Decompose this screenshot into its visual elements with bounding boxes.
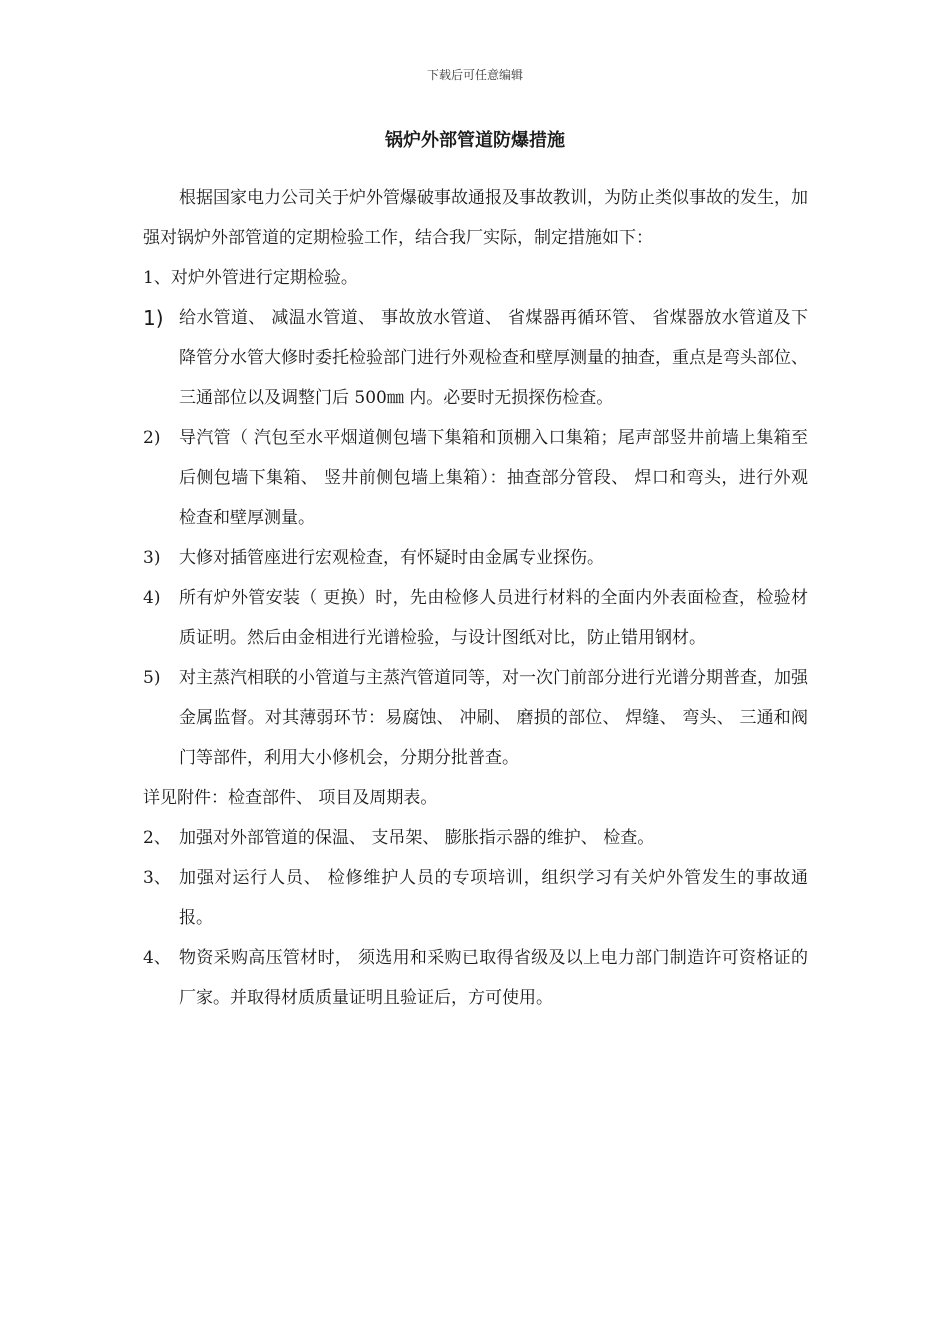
list-item-3 xyxy=(143,538,808,578)
list-item-number: 5) xyxy=(143,668,161,688)
list-item-4 xyxy=(143,578,808,658)
document-body xyxy=(143,178,808,1018)
list-item-number: 3) xyxy=(143,548,161,568)
list-item-text: 导汽管（ 汽包至水平烟道侧包墙下集箱和顶棚入口集箱；尾声部竖井前墙上集箱至后侧包墙下集箱、 竖井前侧包墙上集箱）：抽查部分管段、 焊口和弯头，进行外观检查和壁厚测量。 xyxy=(179,428,808,528)
list-item-text: 对主蒸汽相联的小管道与主蒸汽管道同等，对一次门前部分进行光谱分期普查，加强金属监督。对其薄弱环节：易腐蚀、 冲刷、 磨损的部位、 焊缝、 弯头、 三通和阀门等部件，利用大小修机会，分期分批普查。 xyxy=(179,668,808,768)
list-item-number: 4) xyxy=(143,588,161,608)
section-text: 加强对外部管道的保温、 支吊架、 膨胀指示器的维护、 检查。 xyxy=(179,828,655,848)
list-item-text: 大修对插管座进行宏观检查，有怀疑时由金属专业探伤。 xyxy=(179,548,604,568)
section-3 xyxy=(143,858,808,938)
list-item-2 xyxy=(143,418,808,538)
list-item-number: 1) xyxy=(143,306,164,330)
list-item-number: 2) xyxy=(143,428,161,448)
section-text: 物资采购高压管材时， 须选用和采购已取得省级及以上电力部门制造许可资格证的厂家。并取得材质质量证明且验证后，方可使用。 xyxy=(179,948,808,1008)
section-text: 加强对运行人员、 检修维护人员的专项培训，组织学习有关炉外管发生的事故通报。 xyxy=(179,868,808,928)
document-title: 锅炉外部管道防爆措施 xyxy=(385,130,565,151)
list-item-1 xyxy=(143,298,808,418)
list-item-5 xyxy=(143,658,808,778)
section-number: 4、 xyxy=(143,948,171,968)
section-number: 2、 xyxy=(143,828,171,848)
section-1-heading: 1、对炉外管进行定期检验。 xyxy=(143,268,358,288)
list-item-text: 给水管道、 减温水管道、 事故放水管道、 省煤器再循环管、 省煤器放水管道及下降管分水管大修时委托检验部门进行外观检查和壁厚测量的抽查，重点是弯头部位、 三通部位以及调整门后 500㎜ 内。必要时无损探伤检查。 xyxy=(179,308,808,408)
section-4 xyxy=(143,938,808,1018)
header-note: 下载后可任意编辑 xyxy=(426,68,523,82)
section-number: 3、 xyxy=(143,868,171,888)
intro-paragraph: 根据国家电力公司关于炉外管爆破事故通报及事故教训，为防止类似事故的发生，加强对锅炉外部管道的定期检验工作，结合我厂实际，制定措施如下： xyxy=(143,188,808,248)
list-item-text: 所有炉外管安装（ 更换）时，先由检修人员进行材料的全面内外表面检查，检验材质证明。然后由金相进行光谱检验，与设计图纸对比，防止错用钢材。 xyxy=(179,588,808,648)
appendix-note: 详见附件：检查部件、 项目及周期表。 xyxy=(143,788,438,808)
section-2 xyxy=(143,818,808,858)
